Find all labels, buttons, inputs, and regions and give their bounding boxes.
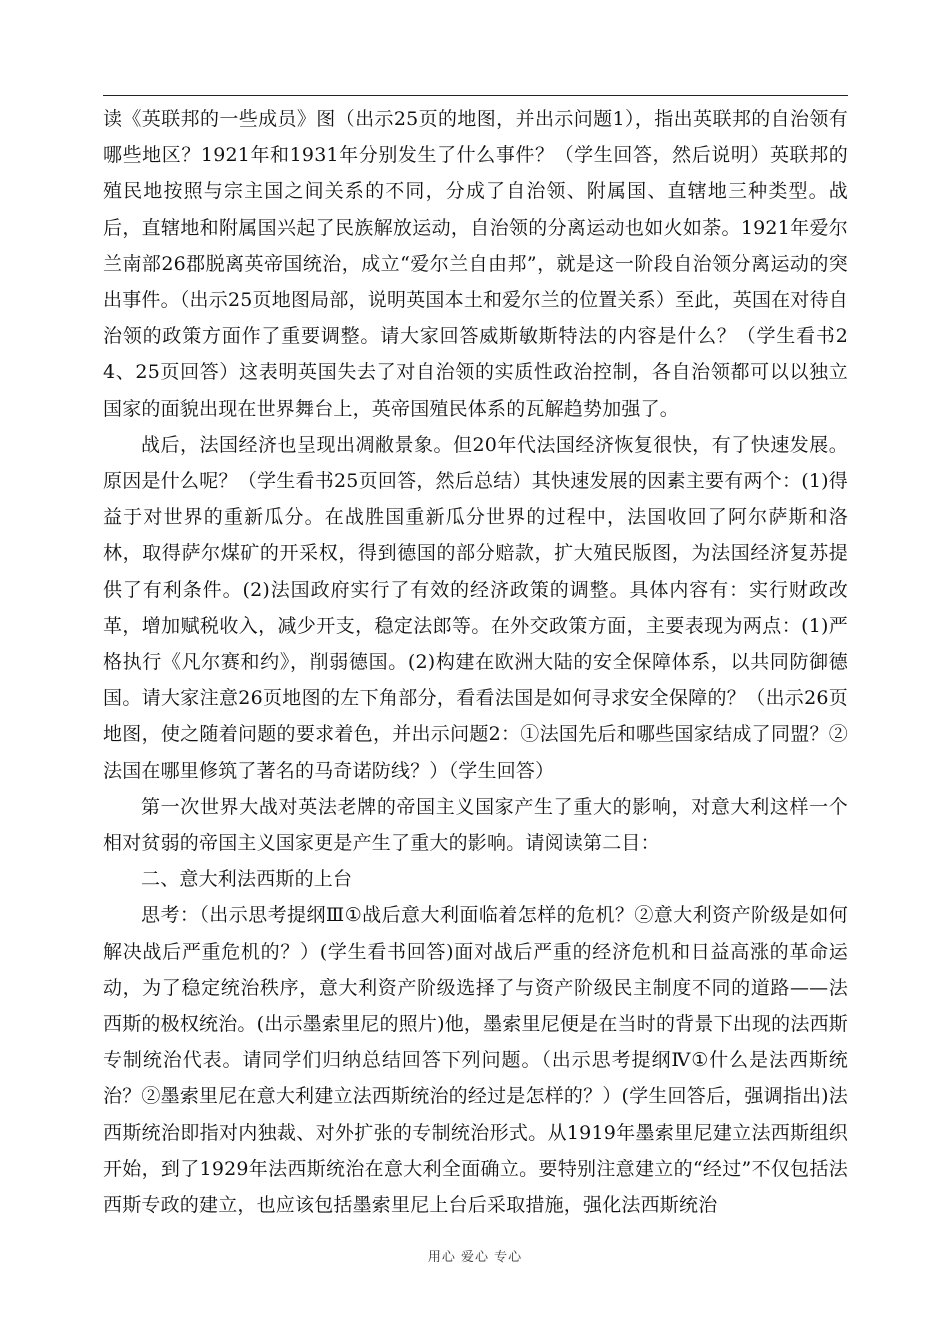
paragraph-commonwealth: 读《英联邦的一些成员》图（出示25页的地图，并出示问题1），指出英联邦的自治领有哪些地区？1921年和1931年分别发生了什么事件？（学生回答，然后说明）英联邦的殖民地按照与宗主国之间关系的不同，分成了自治领、附属国、直辖地三种类型。战后，直辖地和附属国兴起了民族解放运动，自治领的分离运动也如火如荼。1921年爱尔兰南部26郡脱离英帝国统治，成立“爱尔兰自由邦”，就是这一阶段自治领分离运动的突出事件。（出示25页地图局部，说明英国本土和爱尔兰的位置关系）至此，英国在对待自治领的政策方面作了重要调整。请大家回答威斯敏斯特法的内容是什么？（学生看书24、25页回答）这表明英国失去了对自治领的实质性政治控制，各自治领都可以以独立国家的面貌出现在世界舞台上，英帝国殖民体系的瓦解趋势加强了。 <box>103 108 848 420</box>
header-rule <box>103 95 848 96</box>
paragraph-ww1-impact: 第一次世界大战对英法老牌的帝国主义国家产生了重大的影响，对意大利这样一个相对贫弱的帝国主义国家更是产生了重大的影响。请阅读第二目： <box>103 795 848 855</box>
document-body <box>103 101 848 1223</box>
section-heading-italy-fascism: 二、意大利法西斯的上台 <box>141 868 353 891</box>
paragraph-italy-thinking: 思考：（出示思考提纲Ⅲ①战后意大利面临着怎样的危机？②意大利资产阶级是如何解决战后严重危机的？）(学生看书回答)面对战后严重的经济危机和日益高涨的革命运动，为了稳定统治秩序，意大利资产阶级选择了与资产阶级民主制度不同的道路——法西斯的极权统治。(出示墨索里尼的照片)他，墨索里尼便是在当时的背景下出现的法西斯专制统治代表。请同学们归纳总结回答下列问题。（出示思考提纲Ⅳ①什么是法西斯统治？②墨索里尼在意大利建立法西斯统治的经过是怎样的？）(学生回答后，强调指出)法西斯统治即指对内独裁、对外扩张的专制统治形式。从1919年墨索里尼建立法西斯组织开始，到了1929年法西斯统治在意大利全面确立。要特别注意建立的“经过”不仅包括法西斯专政的建立，也应该包括墨索里尼上台后采取措施，强化法西斯统治 <box>103 904 848 1217</box>
page-footer: 用心 爱心 专心 <box>427 1250 523 1265</box>
paragraph-france-economy: 战后，法国经济也呈现出凋敝景象。但20年代法国经济恢复很快，有了快速发展。原因是什么呢？（学生看书25页回答，然后总结）其快速发展的因素主要有两个：(1)得益于对世界的重新瓜分。在战胜国重新瓜分世界的过程中，法国收回了阿尔萨斯和洛林，取得萨尔煤矿的开采权，得到德国的部分赔款，扩大殖民版图，为法国经济复苏提供了有利条件。(2)法国政府实行了有效的经济政策的调整。具体内容有：实行财政改革，增加赋税收入，减少开支，稳定法郎等。在外交政策方面，主要表现为两点：(1)严格执行《凡尔赛和约》，削弱德国。(2)构建在欧洲大陆的安全保障体系，以共同防御德国。请大家注意26页地图的左下角部分，看看法国是如何寻求安全保障的？（出示26页地图，使之随着问题的要求着色，并出示问题2：①法国先后和哪些国家结成了同盟？②法国在哪里修筑了著名的马奇诺防线？）（学生回答） <box>103 433 848 782</box>
